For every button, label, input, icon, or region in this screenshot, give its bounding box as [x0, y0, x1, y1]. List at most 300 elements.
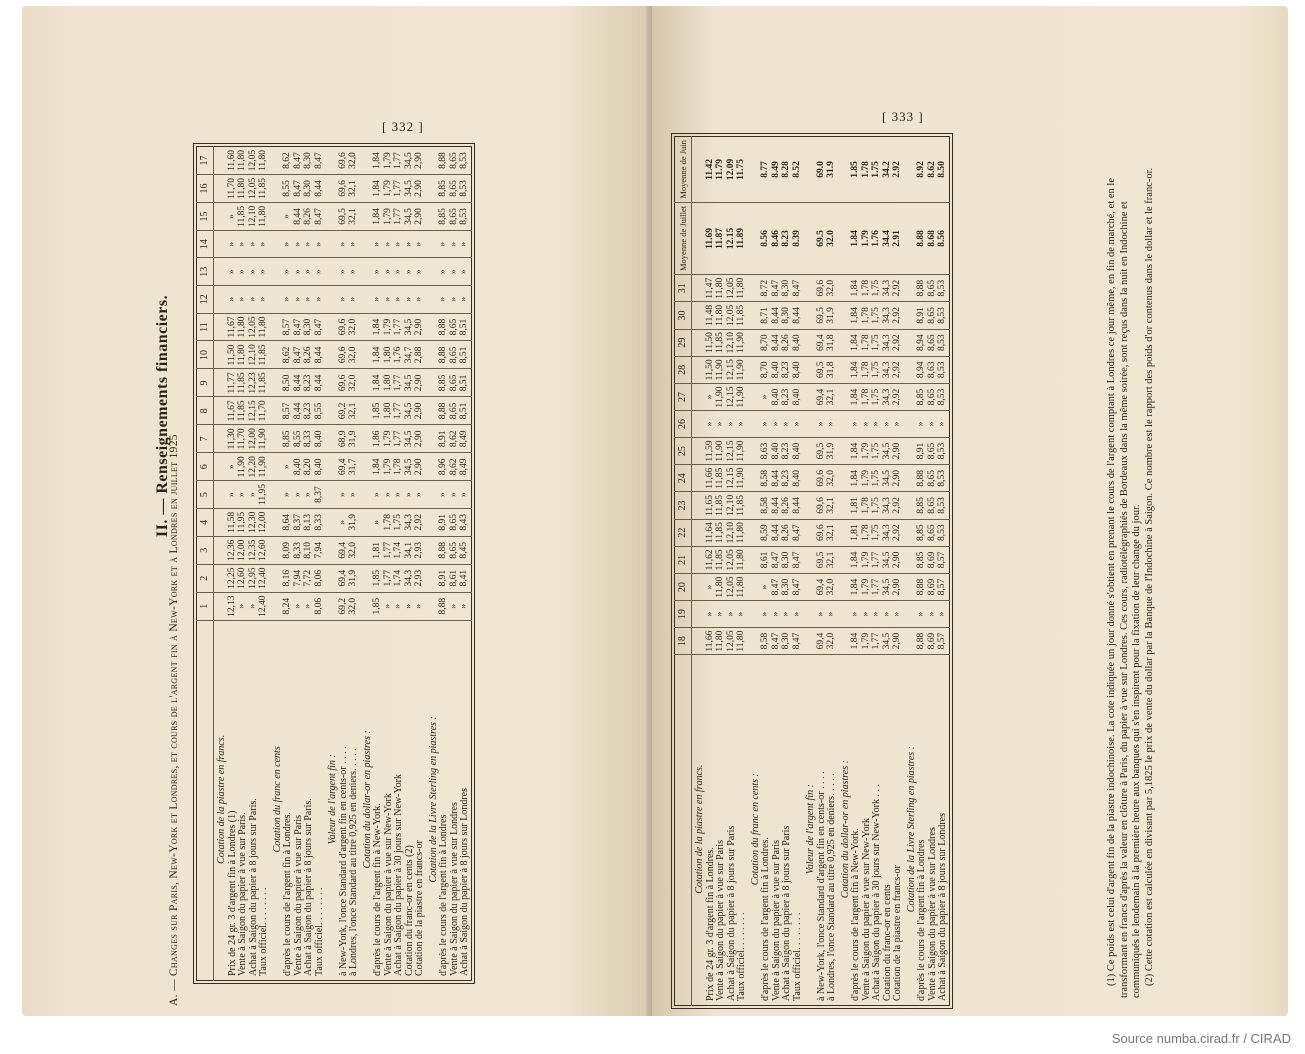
value-cell: » — [415, 592, 426, 620]
table-row — [283, 147, 294, 981]
value-cell: 11,95 — [238, 508, 249, 536]
value-cell — [838, 137, 852, 203]
row-label: Achat à Saigon du papier à 8 jours sur Londres — [459, 787, 470, 976]
value-cell: 69,5 — [817, 302, 828, 329]
value-cell: 12,36 — [228, 536, 239, 564]
row-label: d'après le cours de l'argent fin à Londres. — [282, 812, 293, 976]
value-cell: 11,85 — [716, 546, 727, 573]
value-cell — [904, 546, 918, 573]
value-cell: 11,90 — [737, 383, 748, 410]
value-cell — [904, 573, 918, 600]
value-cell: 34,5 — [405, 453, 416, 481]
value-cell: » — [405, 230, 416, 258]
value-cell: » — [706, 573, 717, 600]
value-cell: 8,24 — [283, 592, 294, 620]
value-cell: 8,51 — [460, 369, 471, 397]
value-cell: 1,81 — [851, 519, 862, 546]
value-cell — [838, 627, 852, 654]
column-header: 21 — [675, 546, 692, 573]
left-page-number: [ 332 ] — [382, 119, 424, 134]
value-cell — [803, 546, 817, 573]
value-cell — [748, 627, 762, 654]
value-cell — [270, 397, 284, 425]
value-cell: 1,75 — [872, 383, 883, 410]
value-cell — [325, 425, 339, 453]
value-cell: » — [283, 202, 294, 230]
column-header: 13 — [197, 258, 214, 286]
value-cell: 8,88 — [439, 313, 450, 341]
value-cell — [692, 202, 706, 274]
value-cell: 11,80 — [716, 275, 727, 302]
value-cell: 1,79 — [384, 453, 395, 481]
value-cell: 69,5 — [339, 202, 350, 230]
column-header: 22 — [675, 519, 692, 546]
value-cell: 12,35 — [249, 536, 260, 564]
value-cell — [426, 481, 440, 509]
row-label: Vente à Saigon du papier à vue sur Londres — [448, 802, 460, 976]
value-cell — [803, 202, 817, 274]
value-cell: 8,65 — [450, 175, 461, 203]
value-cell: 1.78 — [862, 137, 873, 203]
value-cell: 12,10 — [727, 519, 738, 546]
value-cell — [360, 397, 374, 425]
value-cell: 2,90 — [893, 546, 904, 573]
value-cell: 1,84 — [851, 302, 862, 329]
value-cell: 11,47 — [706, 275, 717, 302]
value-cell: 8.88 — [917, 202, 928, 274]
value-cell: 8,47 — [294, 147, 305, 175]
table-row — [917, 137, 928, 1006]
row-label: Cotation du dollar-or en piastres : — [839, 760, 851, 899]
value-cell: 69,2 — [339, 592, 350, 620]
value-cell: 11,65 — [706, 492, 717, 519]
value-cell: 1,84 — [373, 313, 384, 341]
value-cell: 8,47 — [793, 519, 804, 546]
value-cell: » — [415, 258, 426, 286]
row-label: à New-York, l'once Standard d'argent fin en cents-or . . . . — [337, 746, 349, 976]
value-cell — [692, 546, 706, 573]
value-cell — [325, 592, 339, 620]
value-cell — [360, 369, 374, 397]
row-label: Cotation de la Livre Sterling en piastres : — [427, 716, 439, 883]
value-cell — [692, 137, 706, 203]
column-header: 6 — [197, 453, 214, 481]
value-cell: 69,4 — [817, 573, 828, 600]
value-cell: 1,86 — [373, 425, 384, 453]
value-cell: » — [394, 286, 405, 314]
left-exchange-table — [196, 146, 472, 981]
value-cell — [325, 397, 339, 425]
value-cell: 12,05 — [249, 175, 260, 203]
value-cell: 34,5 — [883, 627, 894, 654]
value-cell: 8,44 — [294, 369, 305, 397]
value-cell — [426, 175, 440, 203]
value-cell: » — [772, 601, 783, 628]
value-cell: 1,84 — [851, 546, 862, 573]
value-cell: 8,53 — [938, 275, 949, 302]
value-cell: 8,62 — [450, 425, 461, 453]
value-cell: » — [315, 258, 326, 286]
value-cell — [270, 453, 284, 481]
value-cell: 8,55 — [315, 397, 326, 425]
value-cell: 1,84 — [373, 147, 384, 175]
value-cell: 2,90 — [415, 147, 426, 175]
value-cell: 2,90 — [893, 573, 904, 600]
value-cell: 12,10 — [727, 492, 738, 519]
value-cell: 69,6 — [339, 369, 350, 397]
value-cell: » — [851, 601, 862, 628]
column-header: Moyenne de Juin — [675, 137, 692, 203]
value-cell: 11,50 — [706, 356, 717, 383]
value-cell: 11,80 — [737, 573, 748, 600]
value-cell — [426, 453, 440, 481]
value-cell: 1,84 — [851, 437, 862, 464]
value-cell: » — [761, 411, 772, 438]
value-cell: 1,84 — [373, 341, 384, 369]
table-row — [893, 137, 904, 1006]
value-cell: 31,9 — [827, 437, 838, 464]
table-row — [373, 147, 384, 981]
column-header: 19 — [675, 601, 692, 628]
value-cell: » — [893, 411, 904, 438]
column-header: 26 — [675, 411, 692, 438]
value-cell: 34,5 — [405, 397, 416, 425]
value-cell: 11,70 — [259, 397, 270, 425]
value-cell: 8,30 — [782, 573, 793, 600]
value-cell: 8,65 — [450, 341, 461, 369]
value-cell — [214, 202, 228, 230]
value-cell: » — [373, 286, 384, 314]
value-cell: » — [772, 411, 783, 438]
value-cell: 11,48 — [706, 302, 717, 329]
column-header: 2 — [197, 564, 214, 592]
footnote-2: (2) Cette cotation est calculée en divisant par 5,1825 le prix de vente du dollar par la Banque de l'Indochine à Saigon. Ce nombre est le rapport des poids d'or contenus dans le dollar et le franc-or. — [1143, 167, 1155, 986]
value-cell: 12.09 — [727, 137, 738, 203]
value-cell: 8,65 — [928, 519, 939, 546]
value-cell — [214, 175, 228, 203]
value-cell: 2,92 — [893, 519, 904, 546]
value-cell: » — [727, 411, 738, 438]
value-cell: 8,85 — [917, 492, 928, 519]
footnotes-block — [1102, 136, 1160, 1006]
value-cell: 11,90 — [716, 383, 727, 410]
value-cell: 8,88 — [917, 627, 928, 654]
value-cell: 11,80 — [238, 313, 249, 341]
value-cell: » — [817, 411, 828, 438]
value-cell: 2,90 — [415, 175, 426, 203]
value-cell: 8.39 — [793, 202, 804, 274]
table-section-row — [426, 147, 440, 981]
value-cell: 8,44 — [772, 492, 783, 519]
value-cell: 11,85 — [238, 202, 249, 230]
value-cell: » — [283, 230, 294, 258]
value-cell: 8,30 — [304, 147, 315, 175]
value-cell: 8.56 — [938, 202, 949, 274]
value-cell: 69,4 — [339, 564, 350, 592]
value-cell: » — [349, 481, 360, 509]
value-cell: 11,85 — [716, 492, 727, 519]
value-cell — [904, 356, 918, 383]
value-cell: » — [349, 286, 360, 314]
value-cell: 32,1 — [827, 519, 838, 546]
value-cell: » — [460, 230, 471, 258]
value-cell — [214, 564, 228, 592]
value-cell: 69,6 — [817, 492, 828, 519]
value-cell: 34,5 — [405, 425, 416, 453]
value-cell — [360, 147, 374, 175]
value-cell — [904, 601, 918, 628]
value-cell: 8,10 — [304, 536, 315, 564]
value-cell: » — [928, 601, 939, 628]
value-cell: 2,90 — [415, 425, 426, 453]
value-cell: 11.75 — [737, 137, 748, 203]
value-cell — [904, 275, 918, 302]
value-cell: 11.89 — [737, 202, 748, 274]
value-cell: » — [761, 573, 772, 600]
value-cell: » — [862, 411, 873, 438]
value-cell: 8,06 — [315, 564, 326, 592]
value-cell: 8,44 — [315, 175, 326, 203]
value-cell: » — [782, 411, 793, 438]
value-cell: 8.77 — [761, 137, 772, 203]
value-cell: » — [394, 592, 405, 620]
value-cell: » — [439, 481, 450, 509]
column-header: 20 — [675, 573, 692, 600]
value-cell — [748, 519, 762, 546]
value-cell: 1.79 — [862, 202, 873, 274]
value-cell: 34,3 — [883, 275, 894, 302]
row-label: Cotation du dollar-or en piastres : — [361, 730, 373, 869]
row-label: Achat à Saigon du papier à 8 jours sur Londres — [937, 812, 948, 1001]
value-cell: 1,77 — [394, 202, 405, 230]
value-cell — [426, 425, 440, 453]
table-header-row — [197, 147, 214, 981]
value-cell: 11,85 — [259, 369, 270, 397]
value-cell: » — [294, 481, 305, 509]
value-cell: 8,53 — [938, 492, 949, 519]
value-cell: 11,90 — [737, 356, 748, 383]
column-header: 25 — [675, 437, 692, 464]
value-cell: » — [716, 411, 727, 438]
value-cell: 8.23 — [782, 202, 793, 274]
value-cell: 8,88 — [917, 465, 928, 492]
value-cell: 31,9 — [827, 302, 838, 329]
value-cell — [426, 592, 440, 620]
value-cell — [803, 492, 817, 519]
row-label: Cotation de la piastre en francs. — [694, 764, 705, 894]
value-cell — [325, 175, 339, 203]
value-cell: 1,75 — [394, 508, 405, 536]
value-cell: 34,7 — [405, 341, 416, 369]
value-cell: 2,92 — [893, 302, 904, 329]
value-cell: 11,85 — [238, 397, 249, 425]
value-cell: » — [238, 258, 249, 286]
value-cell — [426, 369, 440, 397]
value-cell: 8,65 — [450, 536, 461, 564]
value-cell: 8,40 — [772, 356, 783, 383]
value-cell: » — [394, 481, 405, 509]
value-cell — [426, 536, 440, 564]
value-cell: 32,0 — [827, 627, 838, 654]
value-cell: 8,13 — [304, 508, 315, 536]
value-cell — [692, 465, 706, 492]
value-cell: 69,6 — [817, 519, 828, 546]
column-header: 11 — [197, 313, 214, 341]
value-cell: 11,85 — [259, 341, 270, 369]
value-cell: 11.42 — [706, 137, 717, 203]
value-cell: 1,75 — [872, 329, 883, 356]
value-cell: 8.28 — [782, 137, 793, 203]
value-cell: 2,88 — [415, 341, 426, 369]
value-cell — [426, 564, 440, 592]
value-cell: 12,25 — [228, 564, 239, 592]
value-cell: » — [283, 286, 294, 314]
value-cell: 8,33 — [304, 425, 315, 453]
row-label: d'après le cours de l'argent fin à Londres — [916, 839, 927, 1001]
value-cell: 8,63 — [928, 356, 939, 383]
value-cell — [748, 546, 762, 573]
value-cell: 1,78 — [862, 275, 873, 302]
value-cell: » — [294, 230, 305, 258]
value-cell: 8,23 — [782, 465, 793, 492]
row-label: d'après le cours de l'argent fin à Londres — [438, 814, 449, 976]
value-cell — [803, 302, 817, 329]
value-cell: » — [294, 286, 305, 314]
value-cell: » — [249, 230, 260, 258]
value-cell: 1,85 — [373, 397, 384, 425]
table-section-row — [748, 137, 762, 1006]
value-cell: » — [893, 601, 904, 628]
value-cell: » — [384, 286, 395, 314]
table-section-row — [692, 137, 706, 1006]
row-label: Vente à Saigon du papier à vue sur Londres — [926, 827, 938, 1001]
value-cell: 11,95 — [259, 481, 270, 509]
value-cell: 8,44 — [315, 369, 326, 397]
value-cell: 7,94 — [294, 564, 305, 592]
value-cell: 1,75 — [872, 492, 883, 519]
value-cell: 34,3 — [883, 356, 894, 383]
value-cell: 1,84 — [373, 453, 384, 481]
value-cell: 1.84 — [851, 202, 862, 274]
value-cell: 8,65 — [450, 313, 461, 341]
value-cell: 11,80 — [737, 627, 748, 654]
value-cell — [838, 573, 852, 600]
value-cell: 11,85 — [737, 492, 748, 519]
row-label: Taux officiel. . . . . . . . — [258, 887, 269, 976]
value-cell: » — [339, 508, 350, 536]
value-cell — [904, 329, 918, 356]
value-cell: 8,61 — [761, 546, 772, 573]
value-cell: » — [349, 230, 360, 258]
value-cell — [692, 437, 706, 464]
row-label: Achat à Saigon du papier à 8 jours sur Paris — [725, 825, 737, 1001]
value-cell: 8.52 — [793, 137, 804, 203]
value-cell: 8,88 — [439, 397, 450, 425]
value-cell — [214, 230, 228, 258]
value-cell — [838, 546, 852, 573]
value-cell: 8,47 — [793, 275, 804, 302]
value-cell: » — [405, 286, 416, 314]
value-cell: 8,53 — [938, 356, 949, 383]
value-cell — [904, 302, 918, 329]
row-label: Vente à Saigon du papier à vue sur Paris. — [237, 812, 248, 976]
value-cell: 69,4 — [339, 536, 350, 564]
table-header-row — [675, 137, 692, 1006]
row-label: Taux officiel. . . . . . . . — [313, 887, 325, 976]
value-cell — [748, 601, 762, 628]
value-cell — [325, 258, 339, 286]
value-cell: » — [228, 230, 239, 258]
value-cell: 11.69 — [706, 202, 717, 274]
value-cell: 2,92 — [415, 508, 426, 536]
header-label-cell — [675, 655, 692, 1006]
value-cell: 11,90 — [259, 425, 270, 453]
value-cell: 1,75 — [872, 519, 883, 546]
value-cell: 34.2 — [883, 137, 894, 203]
value-cell: 1,77 — [384, 536, 395, 564]
value-cell: 69,6 — [817, 275, 828, 302]
value-cell: 1,74 — [394, 564, 405, 592]
value-cell — [838, 302, 852, 329]
value-cell: » — [450, 481, 461, 509]
value-cell: 8,53 — [938, 465, 949, 492]
value-cell: 8,47 — [793, 627, 804, 654]
value-cell: 8,57 — [283, 397, 294, 425]
value-cell: 34,5 — [883, 437, 894, 464]
value-cell: 11,90 — [716, 356, 727, 383]
value-cell: 8,40 — [793, 383, 804, 410]
value-cell — [325, 147, 339, 175]
value-cell: 11,30 — [228, 425, 239, 453]
row-label: Vente à Saigon du papier à vue sur New-York — [382, 793, 394, 976]
value-cell: » — [439, 258, 450, 286]
row-label: Cotation de la piastre en francs-or — [892, 865, 903, 1001]
value-cell: 32,0 — [827, 573, 838, 600]
value-cell: 1,77 — [872, 573, 883, 600]
value-cell: 1,80 — [384, 369, 395, 397]
value-cell: 8,88 — [439, 592, 450, 620]
value-cell: 8,44 — [294, 202, 305, 230]
value-cell: 11,80 — [737, 519, 748, 546]
table-row — [851, 137, 862, 1006]
value-cell: 1,79 — [384, 313, 395, 341]
value-cell: 8,47 — [315, 202, 326, 230]
value-cell: 1,79 — [862, 573, 873, 600]
value-cell: 8,65 — [928, 465, 939, 492]
value-cell: 8,44 — [772, 519, 783, 546]
value-cell: 8,65 — [450, 202, 461, 230]
row-label: Vente à Saigon du papier à vue sur Paris — [770, 839, 782, 1001]
value-cell: 8,26 — [304, 202, 315, 230]
value-cell: » — [283, 453, 294, 481]
value-cell: » — [450, 258, 461, 286]
value-cell: 8,47 — [315, 147, 326, 175]
value-cell: 8,88 — [917, 573, 928, 600]
value-cell — [214, 536, 228, 564]
value-cell: 8,40 — [315, 453, 326, 481]
value-cell: 8,23 — [304, 397, 315, 425]
row-label: Cotation du franc en cents : — [749, 773, 761, 886]
value-cell — [748, 137, 762, 203]
value-cell — [692, 383, 706, 410]
value-cell: » — [793, 411, 804, 438]
value-cell: » — [238, 481, 249, 509]
value-cell: 1,84 — [373, 175, 384, 203]
value-cell — [692, 411, 706, 438]
value-cell: 8,96 — [439, 453, 450, 481]
value-cell: » — [249, 481, 260, 509]
value-cell: 8,58 — [761, 465, 772, 492]
